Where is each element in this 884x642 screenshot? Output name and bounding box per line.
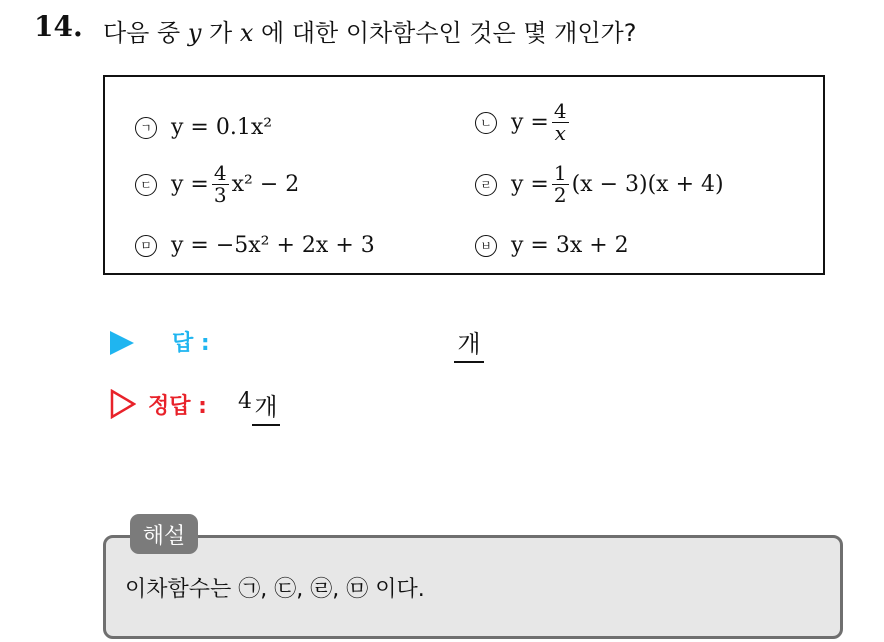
choice-expression: y = 3x + 2 [511, 233, 629, 258]
choice-2 [475, 101, 572, 144]
fraction: $\frac{4}{x}$ [553, 99, 567, 145]
answer-label: 답 : [172, 331, 210, 356]
correct-answer-value: 4 [238, 389, 252, 414]
answer-row [110, 322, 510, 362]
correct-answer-label: 정답 : [148, 394, 207, 419]
choice-rhs: x² − 2 [231, 172, 300, 197]
question-text: 다음 중 y 가 x 에 대한 이차함수인 것은 몇 개인가? [103, 19, 637, 47]
answer-unit: 개 [454, 324, 484, 363]
choice-1 [135, 115, 272, 140]
question-number: 14. [34, 10, 83, 43]
correct-answer-unit: 개 [252, 387, 280, 426]
choice-3 [135, 163, 299, 206]
choice-marker: ㄴ [475, 112, 497, 134]
choices-box [103, 75, 825, 275]
choice-marker: ㅂ [475, 235, 497, 257]
outline-triangle-icon [110, 389, 136, 419]
explanation-tab: 해설 [130, 514, 198, 554]
choice-marker: ㄱ [135, 117, 157, 139]
fraction: $\frac{1}{2}$ [553, 161, 567, 207]
correct-answer-row [110, 385, 510, 425]
choice-marker: ㄹ [475, 174, 497, 196]
fraction: $\frac{4}{3}$ [213, 161, 227, 207]
play-triangle-icon [110, 331, 134, 355]
choice-expression: y = −5x² + 2x + 3 [171, 233, 375, 258]
explanation-text: 이차함수는 ㉠, ㉢, ㉣, ㉤ 이다. [125, 577, 425, 602]
choice-rhs: (x − 3)(x + 4) [571, 172, 724, 197]
choice-5 [135, 233, 375, 258]
choice-expression: y = 0.1x² [171, 115, 273, 140]
choice-lhs: y = [171, 172, 209, 197]
choice-lhs: y = [511, 172, 549, 197]
choice-lhs: y = [511, 110, 549, 135]
choice-6 [475, 233, 629, 258]
choice-4 [475, 163, 724, 206]
choice-marker: ㄷ [135, 174, 157, 196]
choice-marker: ㅁ [135, 235, 157, 257]
